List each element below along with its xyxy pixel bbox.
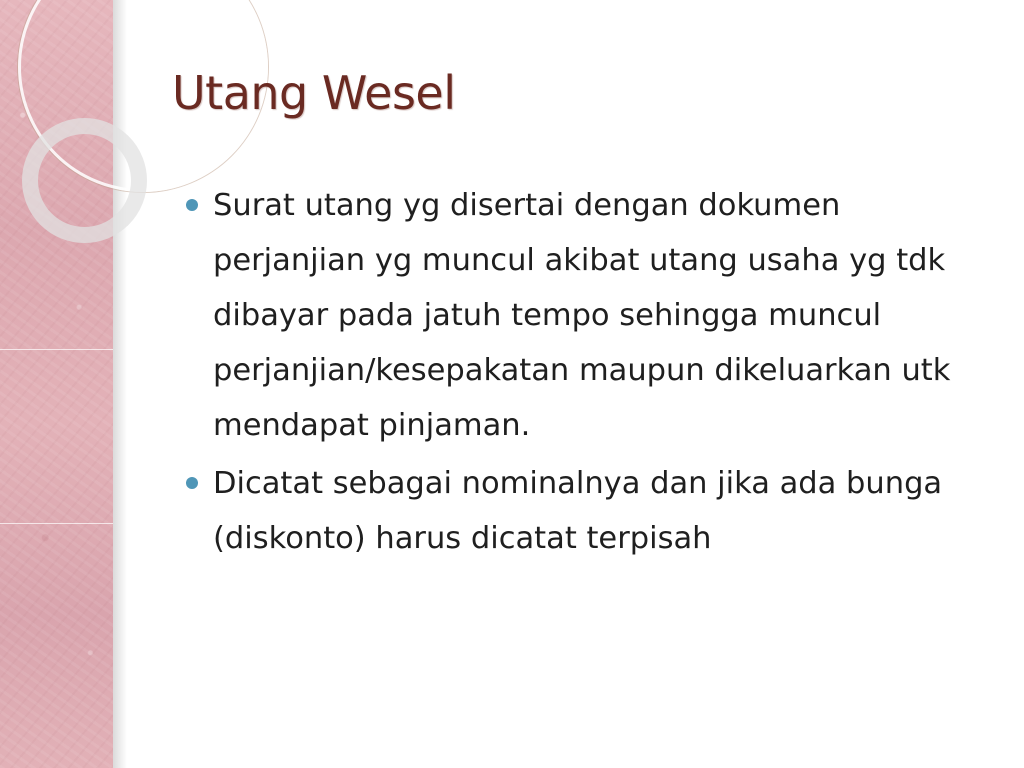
bullet-list (186, 178, 996, 569)
strip-divider (0, 349, 113, 350)
decorative-ring-small (22, 118, 147, 243)
bullet-dot-icon (186, 477, 198, 489)
bullet-text: Dicatat sebagai nominalnya dan jika ada bunga (diskonto) harus dicatat terpisah (213, 466, 943, 556)
slide-title: Utang Wesel (172, 66, 456, 120)
bullet-item (186, 178, 996, 453)
bullet-item (186, 456, 996, 566)
bullet-text: Surat utang yg disertai dengan dokumen perjanjian yg muncul akibat utang usaha yg tdk dibayar pada jatuh tempo sehingga muncul perjanjian/kesepakatan maupun dikeluarkan utk mendapat pinjaman. (213, 188, 951, 443)
strip-divider (0, 523, 113, 524)
bullet-dot-icon (186, 199, 198, 211)
